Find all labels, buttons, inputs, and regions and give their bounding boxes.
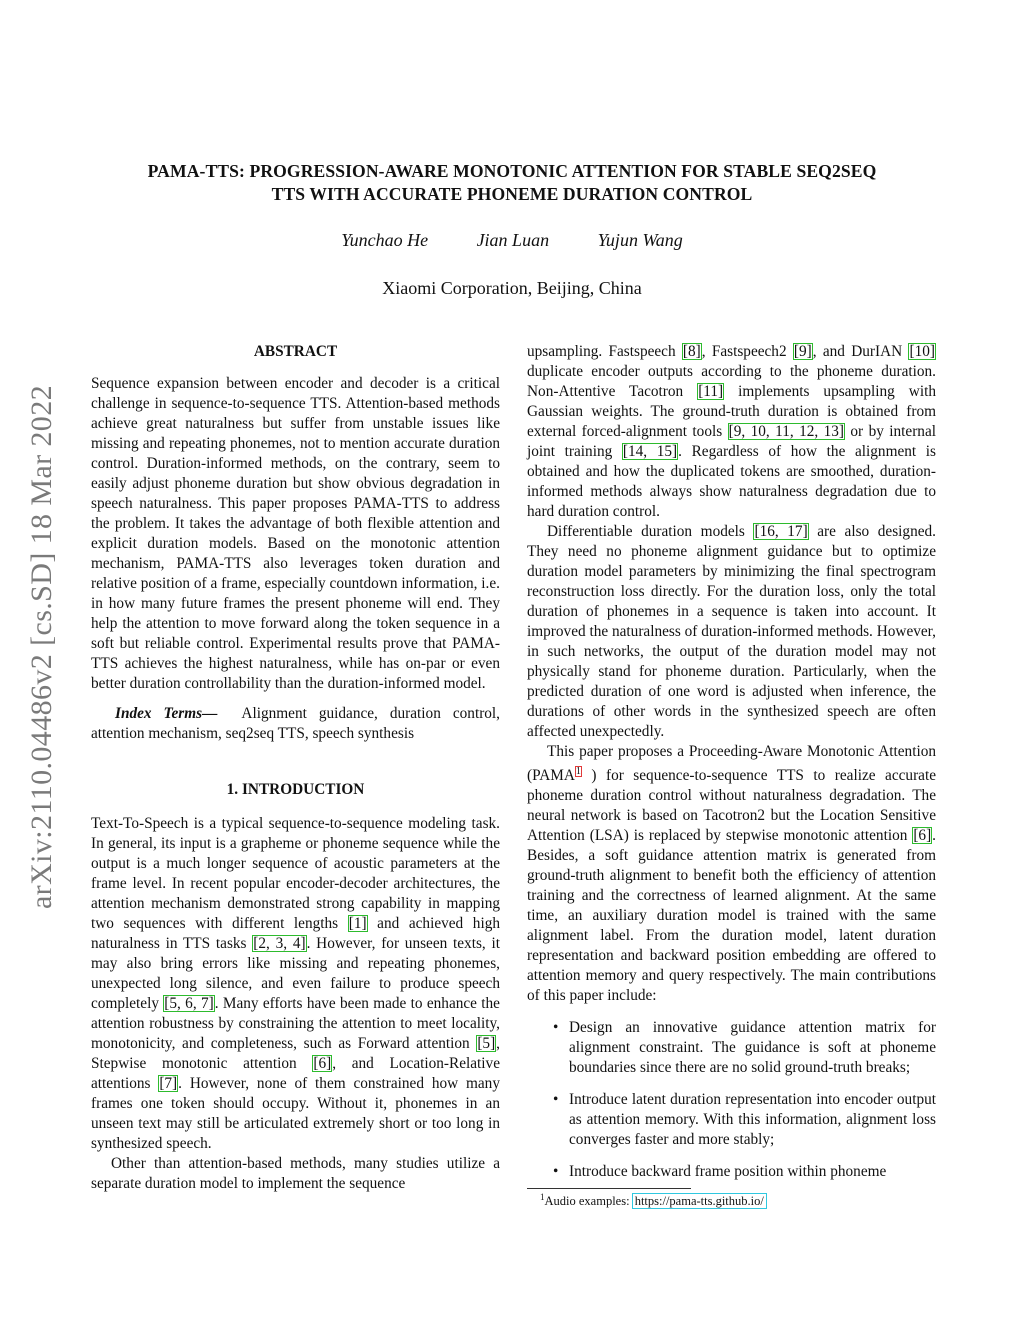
arxiv-id: arXiv:2110.04486v2 [cs.SD] 18 Mar 2022 — [25, 384, 58, 910]
citation-link[interactable]: [10] — [909, 343, 935, 360]
citation-link[interactable]: [16, 17] — [754, 523, 808, 540]
citation-link[interactable]: [14, 15] — [622, 443, 678, 460]
list-item-text: Design an innovative guidance attention matrix for alignment constraint. The guidance is soft at phoneme boundaries since there are no solid ground-truth breaks; — [569, 1019, 936, 1077]
text-run: implements upsampling with Gaussian weights. The ground-truth duration is obtained from external forced-alignment tools — [527, 383, 936, 440]
text-run: are also designed. They need no phoneme alignment guidance but to optimize duration model parameters by minimizing the final spectrogram reconstruction loss directly. For the duration loss, only the total duration of phonemes in a sequence is taken into account. It improved the naturalness of duration-informed methods. However, in such networks, the output of the duration model may not physically stand for phoneme duration. Particularly, when the predicted duration of one word is adjusted when inference, the durations of other words in the synthesized speech are often affected unexpectedly. — [527, 523, 936, 740]
text-run: . However, for unseen texts, it may also bring errors like missing and repeating phonemes, unexpected long silence, and even failure to produce speech completely — [91, 935, 501, 1012]
text-run: , Stepwise monotonic attention — [91, 1035, 500, 1072]
title-line-2: TTS WITH ACCURATE PHONEME DURATION CONTROL — [271, 184, 753, 204]
text-run: . Many efforts have been made to enhance the attention robustness by constraining the attention to meet locality, monotonicity, and completeness, such as Forward attention — [91, 995, 500, 1052]
author-name: Yujun Wang — [597, 230, 683, 250]
title-line-1: PAMA-TTS: PROGRESSION-AWARE MONOTONIC ATTENTION FOR STABLE SEQ2SEQ — [147, 161, 877, 181]
list-item — [527, 1018, 936, 1078]
intro-paragraph-1 — [91, 814, 500, 1154]
citation-link[interactable]: [7] — [159, 1075, 178, 1092]
footnote-label: Audio examples: — [544, 1194, 633, 1209]
citation-link[interactable]: [2, 3, 4] — [253, 935, 306, 952]
citation-link[interactable]: [5, 6, 7] — [164, 995, 214, 1012]
abstract-text: Sequence expansion between encoder and decoder is a critical challenge in sequence-to-sequence TTS. Attention-based methods achieve great naturalness but suffer from unstable issues like missing and repeating phonemes, not to mention accurate duration control. Duration-informed methods, on the contrary, seem to easily adjust phoneme duration but show obvious degradation in speech naturalness. This paper proposes PAMA-TTS to address the problem. It takes the advantage of both flexible attention and explicit duration models. Based on the monotonic attention mechanism, PAMA-TTS also leverages token duration and relative position of a frame, especially countdown information, i.e. in how many future frames the present phoneme will end. They help the attention to move forward along the token sequence in a soft but reliable control. Experimental results prove that PAMA-TTS achieves the highest naturalness, while has on-par or even better duration controllability than the duration-informed model. — [91, 375, 500, 692]
paper-title — [80, 160, 944, 206]
list-item-text: Introduce latent duration representation into encoder output as attention memory. With this information, alignment loss converges faster and more stably; — [569, 1091, 936, 1149]
arxiv-stamp — [22, 352, 62, 942]
text-run: or by internal joint training — [527, 423, 936, 460]
index-terms-label: Index Terms— — [115, 705, 218, 722]
contributions-list — [527, 1018, 936, 1182]
list-item — [527, 1090, 936, 1150]
index-terms-text: Alignment guidance, duration control, attention mechanism, seq2seq TTS, speech synthesis — [91, 705, 501, 742]
text-run: upsampling. Fastspeech — [527, 343, 682, 360]
text-run: This paper proposes a Proceeding-Aware Monotonic Attention (PAMA — [527, 743, 936, 785]
intro-paragraph-2: Other than attention-based methods, many studies utilize a separate duration model to implement the sequence — [91, 1155, 500, 1192]
author-list — [80, 230, 944, 251]
footnote-mark: 1 — [540, 1192, 545, 1202]
citation-link[interactable]: [9] — [793, 343, 812, 360]
index-terms — [91, 704, 500, 744]
text-run: . Regardless of how the alignment is obtained and how the duplicated tokens are smoothed, duration-informed methods always show naturalness degradation due to hard duration control. — [527, 443, 936, 520]
right-paragraph-1 — [527, 342, 936, 522]
author-name: Jian Luan — [476, 230, 550, 250]
list-item — [527, 1162, 936, 1182]
right-paragraph-2 — [527, 522, 936, 742]
text-run: . Besides, a soft guidance attention matrix is generated from ground-truth alignment to benefit both the efficiency of attention training and the correctness of learned alignment. At the same time, an auxiliary duration model is trained with the same alignment label. From the duration model, latent duration representation and backward position embedding are offered to attention memory and query respectively. The main contributions of this paper include: — [527, 827, 936, 1005]
footnote-link[interactable]: 1 — [575, 766, 581, 777]
introduction-heading: 1. INTRODUCTION — [226, 781, 365, 798]
citation-link[interactable]: [8] — [682, 343, 701, 360]
citation-link[interactable]: [1] — [348, 915, 367, 932]
text-run: , and Location-Relative attentions — [91, 1055, 500, 1092]
bullet-icon: • — [553, 1091, 559, 1109]
text-run: Text-To-Speech is a typical sequence-to-sequence modeling task. In general, its input is a grapheme or phoneme sequence while the output is a much longer sequence of acoustic parameters at the frame level. In recent popular encoder-decoder architectures, the attention mechanism demonstrated strong capability in mapping two sequences with different lengths — [91, 815, 500, 932]
citation-link[interactable]: [5] — [477, 1035, 496, 1052]
text-run: duplicate encoder outputs according to the phoneme duration. Non-Attentive Tacotron — [527, 363, 936, 400]
list-item-text: Introduce backward frame position within phoneme — [569, 1163, 887, 1181]
footnote-divider — [527, 1188, 691, 1189]
abstract-heading: ABSTRACT — [253, 343, 338, 360]
bullet-icon: • — [553, 1163, 559, 1181]
citation-link[interactable]: [6] — [313, 1055, 332, 1072]
right-paragraph-3 — [527, 742, 936, 1006]
footnote-url-link[interactable]: https://pama-tts.github.io/ — [634, 1194, 764, 1209]
text-run: , and DurIAN — [812, 343, 909, 360]
text-run: , Fastspeech2 — [701, 343, 793, 360]
citation-link[interactable]: [6] — [913, 827, 932, 845]
citation-link[interactable]: [11] — [698, 383, 724, 400]
citation-link[interactable]: [9, 10, 11, 12, 13] — [728, 423, 844, 440]
right-column — [527, 342, 936, 1194]
text-run: Differentiable duration models — [547, 523, 754, 540]
author-name: Yunchao He — [341, 230, 429, 250]
text-run: . However, none of them constrained how many frames one token should occupy. Without it, phonemes in an unseen text may still be articulated extremely short or too long in synthesized speech. — [91, 1075, 500, 1152]
text-run: and achieved high naturalness in TTS tasks — [91, 915, 500, 952]
footnote — [540, 1192, 766, 1209]
text-run: ) for sequence-to-sequence TTS to realize accurate phoneme duration control without naturalness degradation. The neural network is based on Tacotron2 but the Location Sensitive Attention (LSA) is replaced by stepwise monotonic attention — [527, 767, 936, 845]
bullet-icon: • — [553, 1019, 559, 1037]
affiliation: Xiaomi Corporation, Beijing, China — [382, 278, 642, 298]
left-column — [91, 342, 500, 1194]
